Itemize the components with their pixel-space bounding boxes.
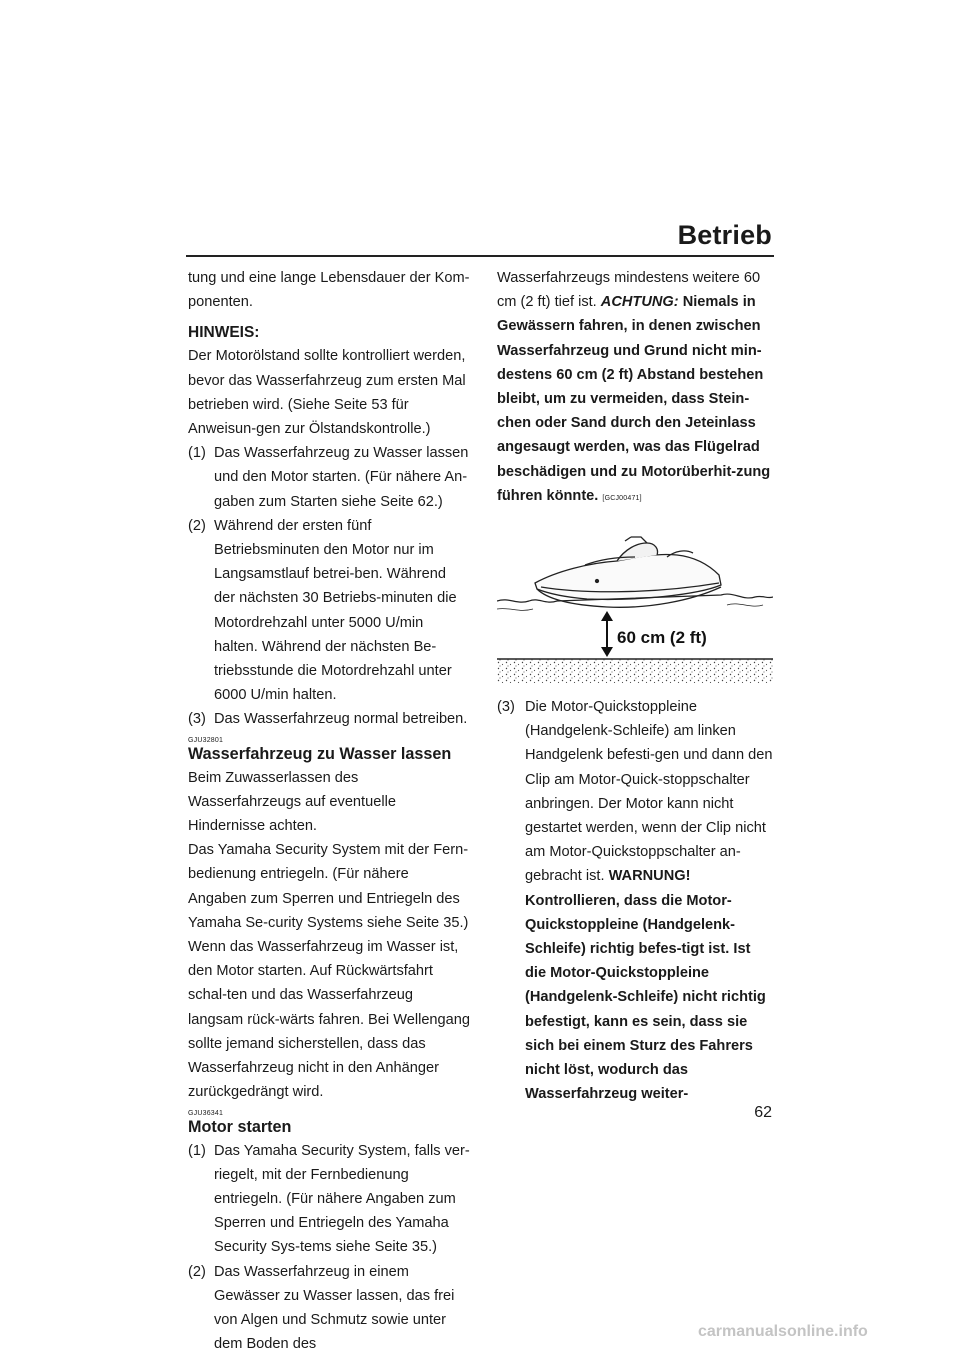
continued-text: Wasserfahrzeugs mindestens weitere 60 cm (2 ft) tief ist. <box>497 270 761 311</box>
list-text: Während der ersten fünf Betriebsminuten den Motor nur im Langsamstlauf betrei-ben. Während der nächsten 30 Betriebs-minuten die Motordrehzahl unter 5000 U/min halten. Während der nächsten Be-triebsstunde die Motordrehzahl unter 6000 U/min halten. <box>214 517 457 704</box>
page-number: 62 <box>754 1104 772 1121</box>
jet-ski-depth-illustration <box>497 535 773 685</box>
note-item-3 <box>188 707 470 731</box>
right-column <box>497 266 773 1106</box>
continued-paragraph <box>497 266 773 511</box>
list-text: Das Yamaha Security System, falls ver-riegelt, mit der Fernbedienung entriegeln. (Für nähere Angaben zum Sperren und Entriegeln des Yamaha Security Sys-tems siehe Seite 35.) <box>214 1142 470 1256</box>
start-item-3 <box>497 695 773 1106</box>
left-column <box>188 266 470 1356</box>
depth-label: 60 cm (2 ft) <box>617 628 707 648</box>
section-heading-engine-start: Motor starten <box>188 1117 292 1136</box>
list-text <box>525 695 773 1106</box>
list-number: (1) <box>188 1142 206 1159</box>
achtung-label: ACHTUNG: <box>600 294 679 311</box>
item3-text: Die Motor-Quickstoppleine (Handgelenk-Schleife) am linken Handgelenk befesti-gen und dann den Clip am Motor-Quick-stoppschalter anbringen. Der Motor kann nicht gestartet werden, wenn der Clip nicht am Motor-Quickstoppschalter an-gebracht ist. <box>525 699 773 885</box>
launch-paragraph-2: Das Yamaha Security System mit der Fern-bedienung entriegeln. (Für nähere Angaben zum Sperren und Entriegeln des Yamaha Se-curity Systems siehe Seite 35.) <box>188 842 469 931</box>
section-code: GJU32801 <box>188 736 224 744</box>
note-text: Der Motorölstand sollte kontrolliert werden, bevor das Wasserfahrzeug zum ersten Mal betrieben wird. (Siehe Seite 53 für Anweisun-gen zur Ölstandskontrolle.) <box>188 348 466 438</box>
achtung-text: Niemals in Gewässern fahren, in denen zwischen Wasserfahrzeug und Grund nicht min-destens 60 cm (2 ft) Abstand bestehen bleibt, um zu vermeiden, dass Stein-chen oder Sand durch den Jeteinlass angesaugt werden, was das Flügelrad beschädigen und zu Motorüberhit-zung führen könnte. <box>497 294 771 504</box>
warning-text: WARNUNG! Kontrollieren, dass die Motor-Quickstoppleine (Handgelenk-Schleife) richtig befes-tigt ist. Ist die Motor-Quickstoppleine (Handgelenk-Schleife) nicht richtig befestigt, kann es sein, dass sie sich bei einem Sturz des Fahrers nicht löst, wodurch das Wasserfahrzeug weiter- <box>525 868 766 1103</box>
page-title: Betrieb <box>677 220 772 250</box>
list-number: (1) <box>188 445 206 462</box>
note-item-1 <box>188 441 470 514</box>
header-rule <box>186 255 774 257</box>
start-item-2 <box>188 1260 470 1357</box>
section-code: GJU36341 <box>188 1109 224 1117</box>
list-number: (2) <box>188 1263 206 1280</box>
launch-paragraph-3: Wenn das Wasserfahrzeug im Wasser ist, den Motor starten. Auf Rückwärtsfahrt schal-ten und das Wasserfahrzeug langsam rück-wärts fahren. Bei Wellengang sollte jemand sicherstellen, dass das Wasserfahrzeug nicht in den Anhänger zurückgedrängt wird. <box>188 939 471 1101</box>
list-text: Das Wasserfahrzeug zu Wasser lassen und den Motor starten. (Für nähere An-gaben zum Starten siehe Seite 62.) <box>214 445 469 510</box>
start-item-1 <box>188 1139 470 1260</box>
list-number: (3) <box>497 699 515 716</box>
watermark: carmanualsonline.info <box>698 1323 868 1340</box>
note-item-2 <box>188 514 470 708</box>
section-heading-launch: Wasserfahrzeug zu Wasser lassen <box>188 744 452 763</box>
list-number: (3) <box>188 711 206 728</box>
watercraft-icon <box>535 537 721 607</box>
depth-arrow <box>601 611 613 657</box>
list-number: (2) <box>188 517 206 534</box>
list-text: Das Wasserfahrzeug in einem Gewässer zu Wasser lassen, das frei von Algen und Schmutz sowie unter dem Boden des <box>214 1263 455 1353</box>
launch-paragraph-1: Beim Zuwasserlassen des Wasserfahrzeugs auf eventuelle Hindernisse achten. <box>188 769 396 835</box>
ground-strip <box>497 659 773 683</box>
reference-code: [GCJ00471] <box>602 494 642 502</box>
jet-ski-figure <box>497 535 773 685</box>
intro-paragraph: tung und eine lange Lebensdauer der Kom-ponenten. <box>188 270 470 311</box>
note-heading: HINWEIS: <box>188 324 260 342</box>
list-text: Das Wasserfahrzeug normal betreiben. <box>214 711 468 728</box>
